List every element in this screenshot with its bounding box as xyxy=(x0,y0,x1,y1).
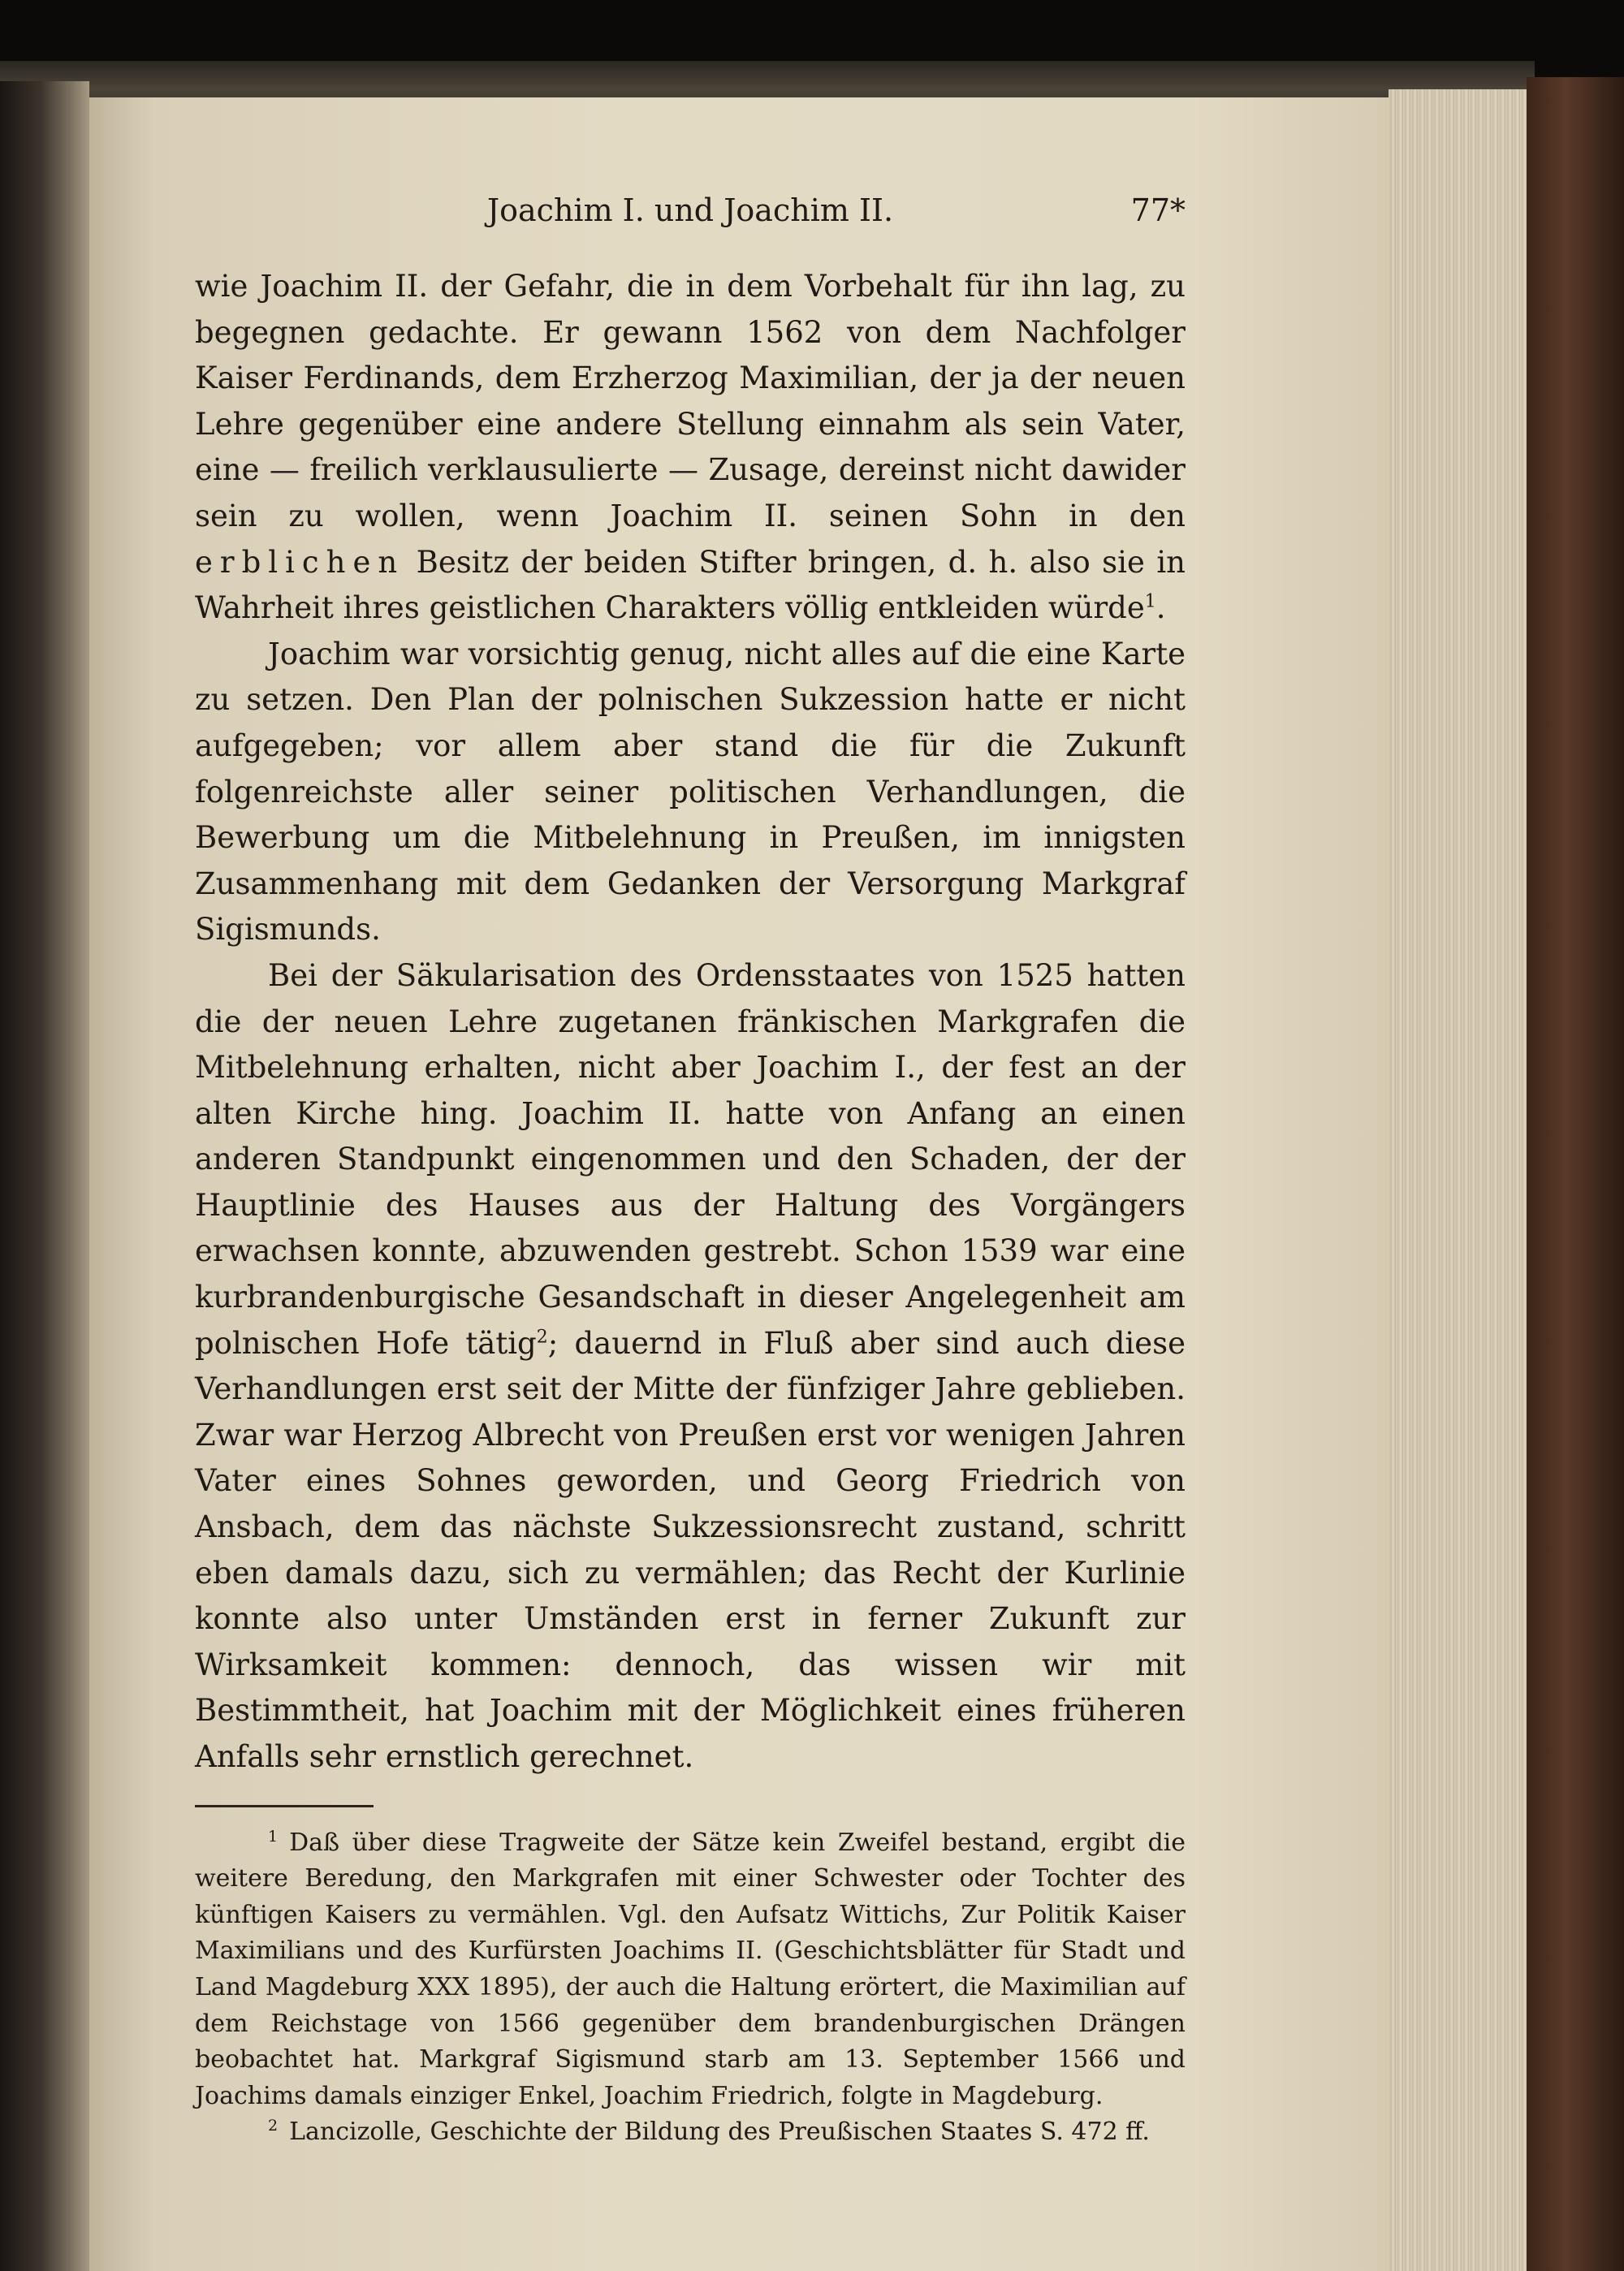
footnotes xyxy=(195,1825,1186,2151)
running-head-title: Joachim I. und Joachim II. xyxy=(486,192,894,228)
footnote-2: $^2$ Lancizolle, Geschichte der Bildung des Preußischen Staates S. 472 ff. xyxy=(268,2117,1150,2147)
book-back-cover xyxy=(1527,77,1624,2271)
page-edges xyxy=(1389,89,1527,2271)
body-text xyxy=(195,264,1186,1781)
emphasis-erblichen: erblichen xyxy=(195,544,405,580)
footnote-ref-1: 1 xyxy=(1144,591,1156,612)
page-content xyxy=(195,183,1186,2151)
footnote-ref-2: 2 xyxy=(536,1327,548,1348)
book-gutter-left xyxy=(0,81,89,2271)
paragraph-3: Bei der Säkularisation des Ordensstaates von 1525 hatten die der neuen Lehre zugetanen fränkischen Markgrafen die Mitbelehnung erhalten, nicht aber Joachim I., der fest an der alten Kirche hing. Joachim II. hatte von Anfang an einen anderen Standpunkt eingenommen und den Schaden, der der Hauptlinie des Hauses aus der Haltung des Vorgängers erwachsen konnte, abzuwenden gestrebt. Schon 1539 war eine kurbrandenburgische Gesandschaft in dieser Angelegenheit am polnischen Hofe tätig$^2$; dauernd in Fluß aber sind auch diese Verhandlungen erst seit der Mitte der fünfziger Jahre geblieben. Zwar war Herzog Albrecht von Preußen erst vor wenigen Jahren Vater eines Sohnes geworden, und Georg Friedrich von Ansbach, dem das nächste Sukzessionsrecht zustand, schritt eben damals dazu, sich zu vermählen; das Recht der Kurlinie konnte also unter Umständen erst in ferner Zukunft zur Wirksamkeit kommen: dennoch, das wissen wir mit Bestimmtheit, hat Joachim mit der Möglichkeit eines früheren Anfalls sehr ernstlich gerechnet. xyxy=(195,957,1186,1774)
running-head xyxy=(195,183,1186,240)
footnote-rule xyxy=(195,1805,374,1807)
paragraph-2: Joachim war vorsichtig genug, nicht alles auf die eine Karte zu setzen. Den Plan der polnischen Sukzession hatte er nicht aufgegeben; vor allem aber stand die für die Zukunft folgenreichste aller seiner politischen Verhandlungen, die Bewerbung um die Mitbelehnung in Preußen, im innigsten Zusammenhang mit dem Gedanken der Versorgung Markgraf Sigismunds. xyxy=(195,636,1186,948)
paragraph-1: wie Joachim II. der Gefahr, die in dem Vorbehalt für ihn lag, zu begegnen gedachte. Er gewann 1562 von dem Nachfolger Kaiser Ferdinands, dem Erzherzog Maximilian, der ja der neuen Lehre gegenüber eine andere Stellung einnahm als sein Vater, eine — freilich verklausulierte — Zusage, dereinst nicht dawider sein zu wollen, wenn Joachim II. seinen Sohn in den erblichen Besitz der beiden Stifter bringen, d. h. also sie in Wahrheit ihres geistlichen Charakters völlig entkleiden würde$^1$. xyxy=(195,269,1186,626)
page-number: 77* xyxy=(1130,192,1186,228)
footnote-1: $^1$ Daß über diese Tragweite der Sätze kein Zweifel bestand, ergibt die weitere Beredung, den Markgrafen mit einer Schwester oder Tochter des künftigen Kaisers zu vermählen. Vgl. den Aufsatz Wittichs, Zur Politik Kaiser Maximilians und des Kurfürsten Joachims II. (Geschichtsblätter für Stadt und Land Magdeburg XXX 1895), der auch die Haltung erörtert, die Maximilian auf dem Reichstage von 1566 gegenüber dem brandenburgischen Drängen beobachtet hat. Markgraf Sigismund starb am 13. September 1566 und Joachims damals einziger Enkel, Joachim Friedrich, folgte in Magdeburg. xyxy=(195,1827,1186,2110)
